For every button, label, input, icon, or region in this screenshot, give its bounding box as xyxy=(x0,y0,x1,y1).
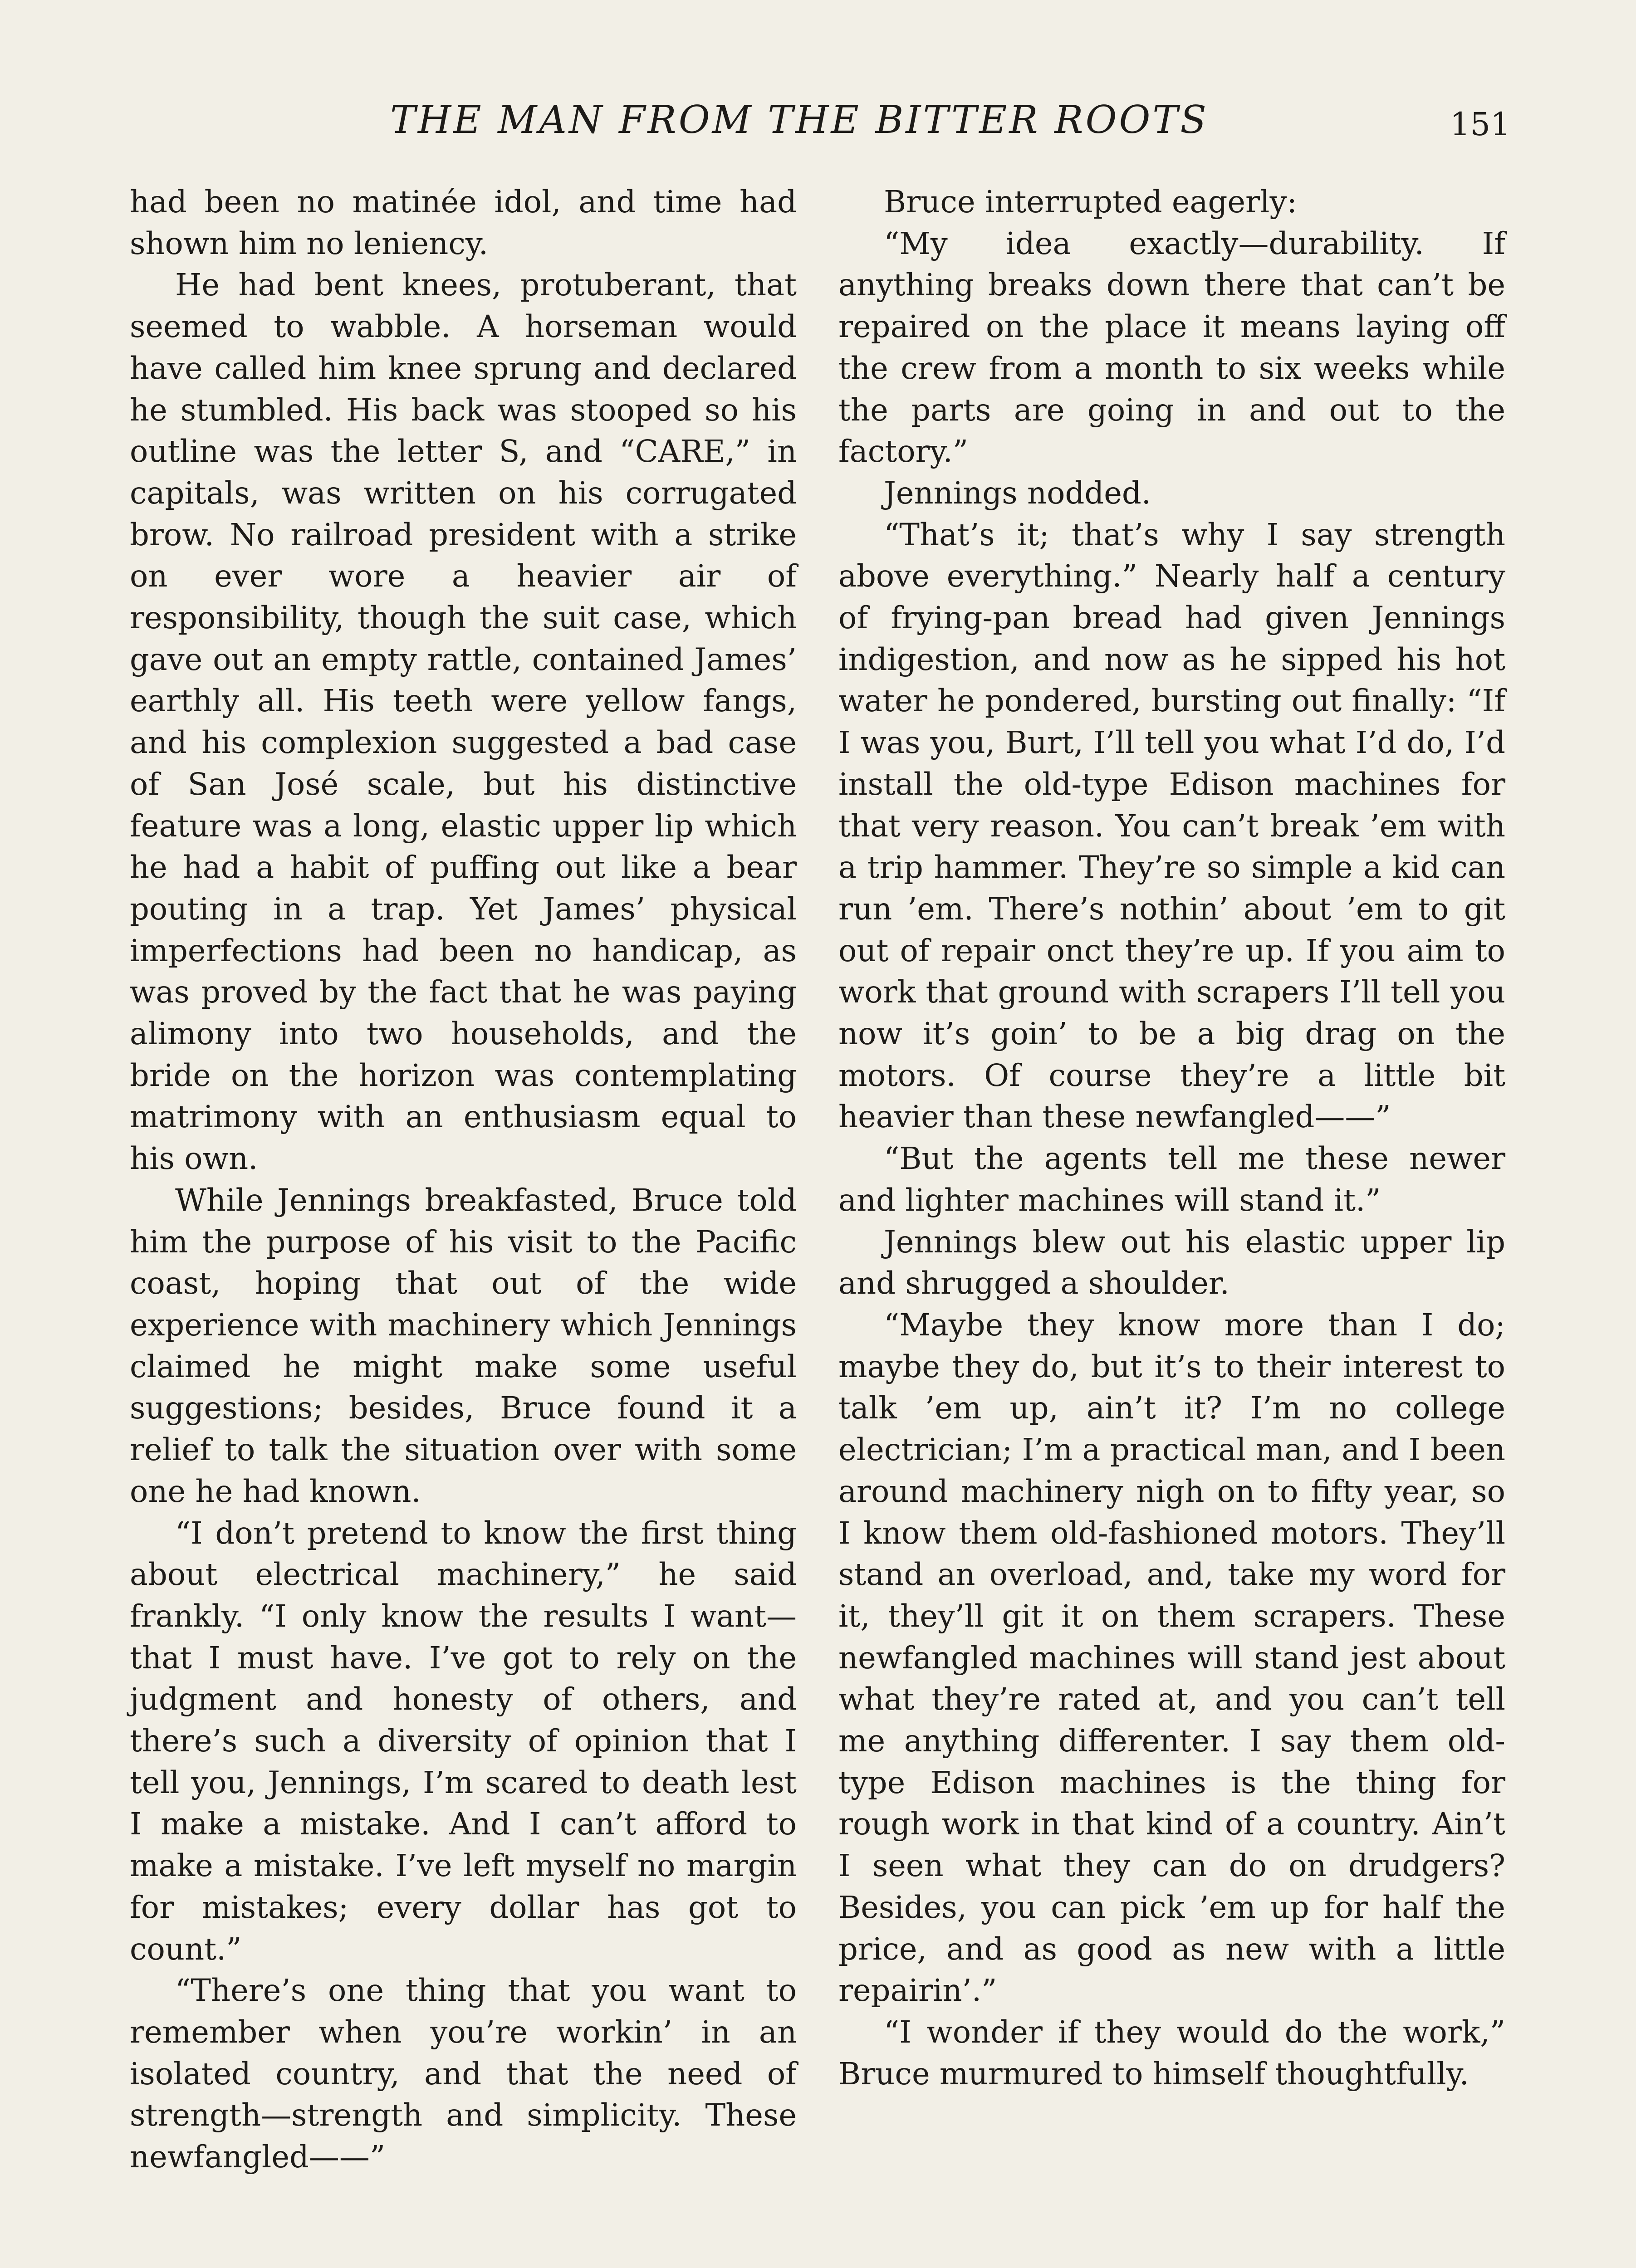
paragraph: “I wonder if they would do the work,” Bruce murmured to himself thoughtfully. xyxy=(838,2014,1505,2092)
paragraph: had been no matinée idol, and time had shown him no leniency. xyxy=(130,184,797,261)
paragraph: “Maybe they know more than I do; maybe they do, but it’s to their interest to talk ’em up, ain’t it? I’m no college electrician; I’m a practical man, and I been around machinery nigh on to fifty year, so I know them old-fashioned motors. They’ll stand an overload, and, take my word for it, they’ll git it on them scrapers. These newfangled machines will stand jest about what they’re rated at, and you can’t tell me anything differenter. I say them old-type Edison machines is the thing for rough work in that kind of a country. Ain’t I seen what they can do on drudgers? Besides, you can pick ’em up for half the price, and as good as new with a little repairin’.” xyxy=(838,1307,1505,2009)
paragraph: “That’s it; that’s why I say strength above everything.” Nearly half a century of frying-pan bread had given Jennings indigestion, and now as he sipped his hot water he pondered, bursting out finally: “If I was you, Burt, I’ll tell you what I’d do, I’d install the old-type Edison machines for that very reason. You can’t break ’em with a trip hammer. They’re so simple a kid can run ’em. There’s nothin’ about ’em to git out of repair onct they’re up. If you aim to work that ground with scrapers I’ll tell you now it’s goin’ to be a big drag on the motors. Of course they’re a little bit heavier than these newfangled——” xyxy=(838,517,1505,1135)
paragraph: “But the agents tell me these newer and lighter machines will stand it.” xyxy=(838,1141,1505,1218)
page-number: 151 xyxy=(1450,106,1511,143)
right-column xyxy=(838,181,1505,2095)
left-column xyxy=(130,181,797,2178)
paragraph: “I don’t pretend to know the first thing about electrical machinery,” he said frankly. “I only know the results I want—that I must have. I’ve got to rely on the judgment and honesty of others, and there’s such a diversity of opinion that I tell you, Jennings, I’m scared to death lest I make a mistake. And I can’t afford to make a mistake. I’ve left myself no margin for mistakes; every dollar has got to count.” xyxy=(130,1515,797,1967)
running-head: THE MAN FROM THE BITTER ROOTS xyxy=(390,98,1209,142)
paragraph: He had bent knees, protuberant, that seemed to wabble. A horseman would have called him knee sprung and declared he stumbled. His back was stooped so his outline was the letter S, and “CARE,” in capitals, was written on his corrugated brow. No railroad president with a strike on ever wore a heavier air of responsibility, though the suit case, which gave out an empty rattle, contained James’ earthly all. His teeth were yellow fangs, and his complexion suggested a bad case of San José scale, but his distinctive feature was a long, elastic upper lip which he had a habit of puffing out like a bear pouting in a trap. Yet James’ physical imperfections had been no handicap, as was proved by the fact that he was paying alimony into two households, and the bride on the horizon was contemplating matrimony with an enthusiasm equal to his own. xyxy=(130,267,797,1177)
paragraph: While Jennings breakfasted, Bruce told him the purpose of his visit to the Pacific coast, hoping that out of the wide experience with machinery which Jennings claimed he might make some useful suggestions; besides, Bruce found it a relief to talk the situation over with some one he had known. xyxy=(130,1182,797,1509)
paragraph: “My idea exactly—durability. If anything breaks down there that can’t be repaired on the place it means laying off the crew from a month to six weeks while the parts are going in and out to the factory.” xyxy=(838,225,1505,469)
paragraph: “There’s one thing that you want to remember when you’re workin’ in an isolated country, and that the need of strength—strength and simplicity. These newfangled——” xyxy=(130,1973,797,2175)
paragraph: Jennings nodded. xyxy=(884,475,1151,511)
page-header xyxy=(0,98,1636,147)
paragraph: Bruce interrupted eagerly: xyxy=(884,184,1297,220)
paragraph: Jennings blew out his elastic upper lip and shrugged a shoulder. xyxy=(838,1224,1505,1301)
